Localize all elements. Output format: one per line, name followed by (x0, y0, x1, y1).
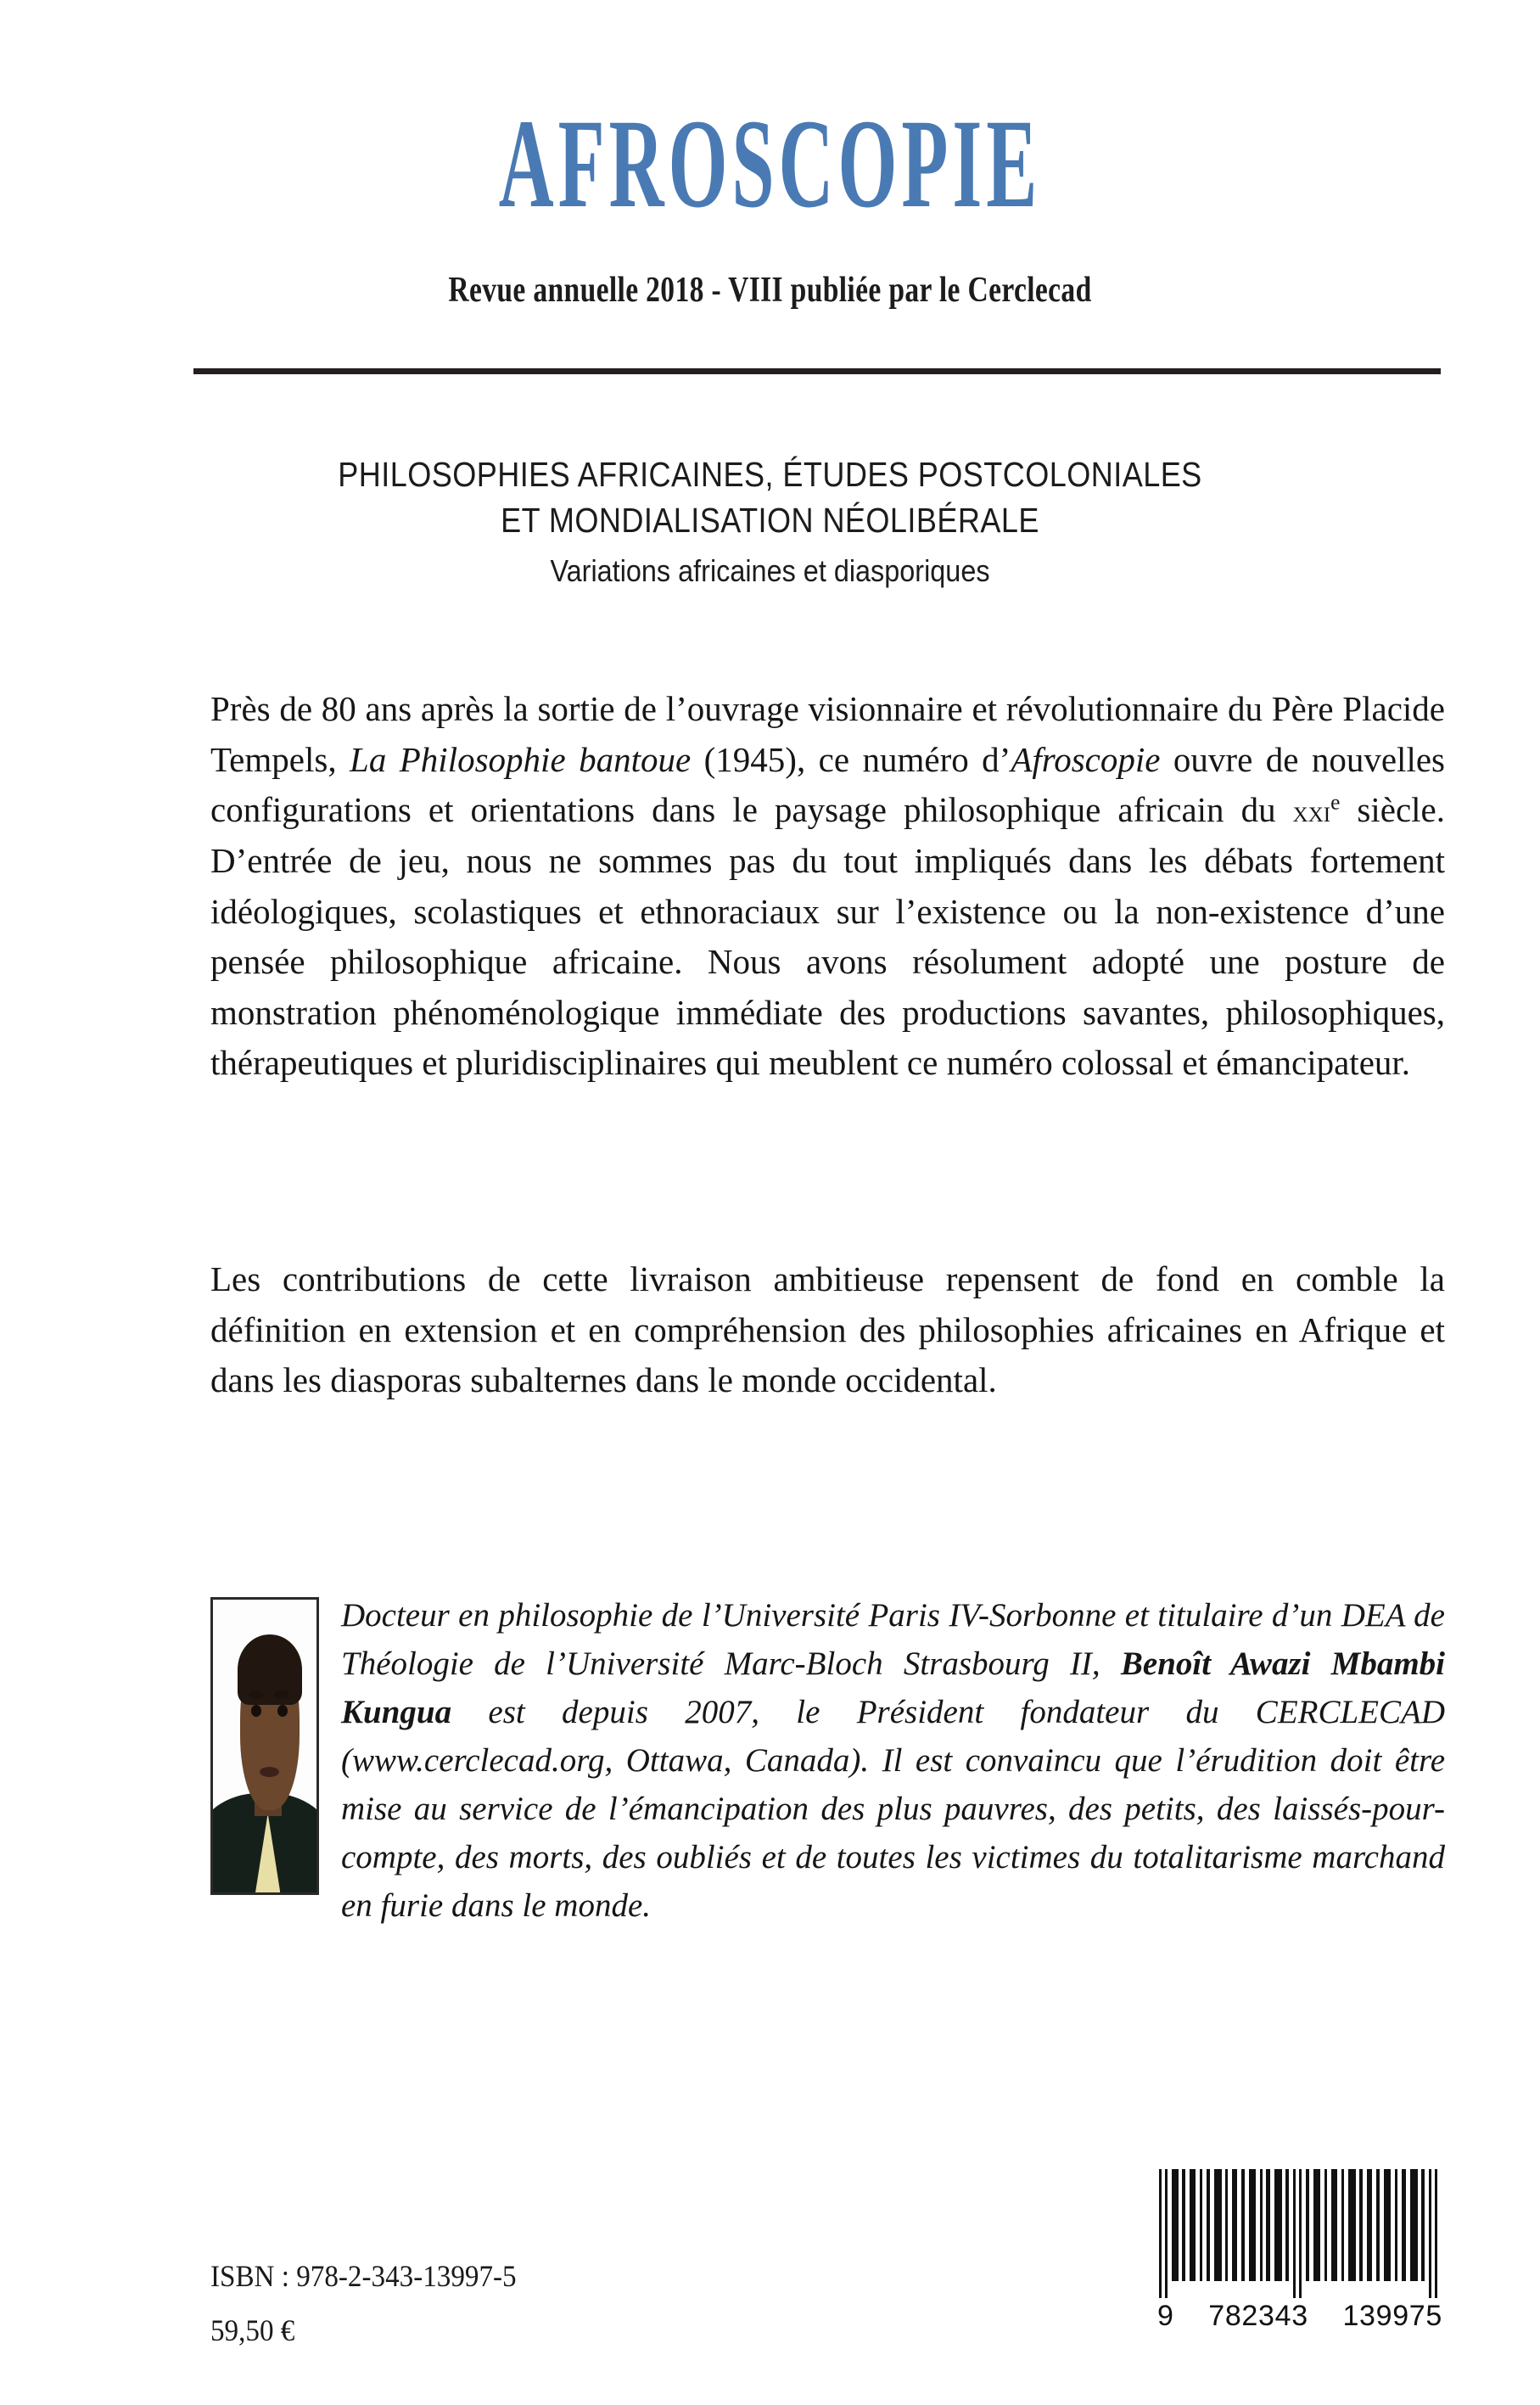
blurb-italic-title-2: Afroscopie (1011, 739, 1161, 779)
journal-title: AFROSCOPIE (498, 93, 1042, 234)
bio-seg-1: Docteur en philosophie de l’Université Paris IV-Sorbonne et titulaire d’un DEA de Théologie de l’Université Marc-Bloch Strasbourg II, (341, 1597, 1445, 1682)
portrait-hair (238, 1634, 302, 1705)
century-numeral: xxi (1292, 795, 1331, 829)
isbn-text: ISBN : 978-2-343-13997-5 (210, 2259, 517, 2293)
author-portrait-photo (210, 1597, 319, 1895)
journal-subtitle: Revue annuelle 2018 - VIII publiée par le Cerclecad (448, 271, 1092, 310)
barcode-digit-group-2: 139975 (1342, 2300, 1442, 2332)
barcode-digits (1156, 2300, 1444, 2333)
book-subtitle: Variations africaines et diasporiques (550, 553, 990, 589)
portrait-eyebrow-left (249, 1690, 264, 1699)
bio-seg-2: est depuis 2007, le Président fondateur du CERCLECAD (www.cerclecad.org, Ottawa, Canada). Il est convaincu que l’érudition doit être mise au service de l’émancipation des plus pauvres, des petits, des laissés-pour-compte, des morts, des oubliés et de toutes les victimes du totalitarisme marchand en furie dans le monde. (341, 1693, 1445, 1924)
portrait-mouth (260, 1767, 279, 1777)
century-ordinal-suffix: e (1330, 790, 1341, 815)
masthead (0, 93, 1540, 310)
blurb-seg-2: (1945), ce numéro d’ (691, 739, 1011, 779)
book-title-block (0, 451, 1540, 594)
blurb-seg-4: siècle. D’entrée de jeu, nous ne sommes pas du tout impliqués dans les débats fortement idéologiques, scolastiques et ethnoraciaux sur l’existence ou la non-existence d’une pensée philosophique africaine. Nous avons résolument adopté une posture de monstration phénoménologique immédiate des productions savantes, philosophiques, thérapeutiques et pluridisciplinaires qui meublent ce numéro colossal et émancipateur. (210, 790, 1445, 1083)
book-title-line-1: PHILOSOPHIES AFRICAINES, ÉTUDES POSTCOLONIALES (338, 455, 1202, 494)
barcode-digit-group-1: 782343 (1208, 2300, 1308, 2332)
horizontal-divider (193, 368, 1441, 374)
blurb-text-2: Les contributions de cette livraison ambitieuse repensent de fond en comble la définition en extension et en compréhension des philosophies africaines en Afrique et dans les diasporas subalternes dans le monde occidental. (210, 1259, 1445, 1400)
author-bio-block (210, 1592, 1445, 1931)
book-title-line-2: ET MONDIALISATION NÉOLIBÉRALE (501, 501, 1039, 541)
price-text: 59,50 € (210, 2313, 295, 2348)
isbn-price-block (210, 2249, 517, 2357)
blurb-paragraph-2 (210, 1254, 1445, 1406)
barcode-bars-graphic (1156, 2169, 1444, 2298)
ean-barcode (1156, 2169, 1444, 2333)
blurb-text-1 (210, 684, 1445, 1089)
barcode-digit-prefix: 9 (1157, 2300, 1174, 2332)
blurb-seg-1: Près de 80 ans après la sortie de l’ouvrage visionnaire et révolutionnaire du Père Placide Tempels, (210, 689, 1445, 779)
portrait-eye-right (277, 1705, 288, 1717)
blurb-italic-title-1: La Philosophie bantoue (350, 739, 692, 779)
blurb-paragraph-1 (210, 684, 1445, 1089)
author-bio-text (210, 1592, 1445, 1931)
author-name: Benoît Awazi Mbambi Kungua (341, 1645, 1445, 1730)
blurb-seg-3: ouvre de nouvelles configurations et orientations dans le paysage philosophique africain du (210, 739, 1445, 830)
